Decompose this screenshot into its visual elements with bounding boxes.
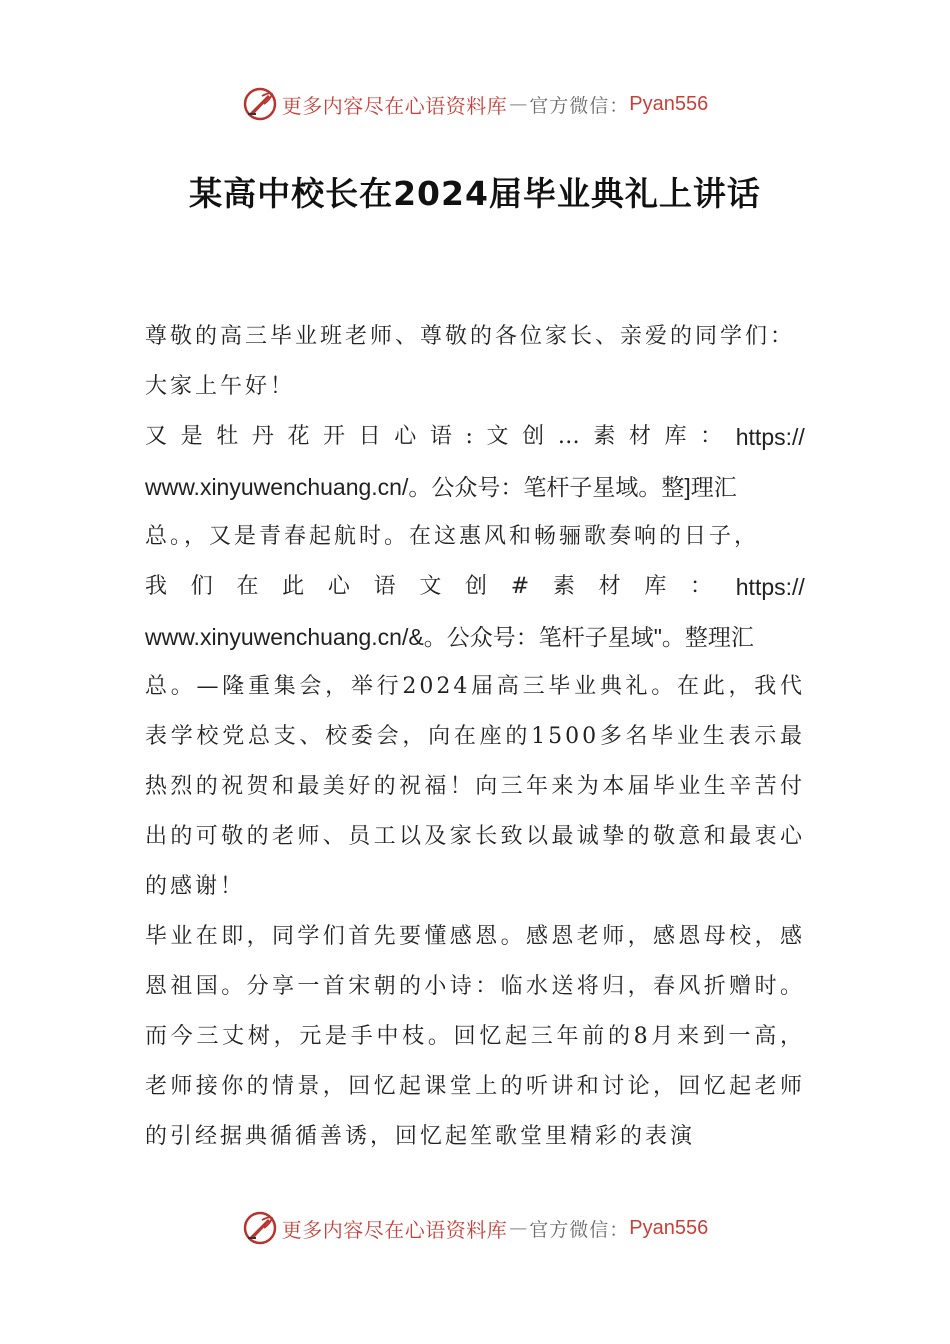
justified-char: 素 xyxy=(552,574,578,599)
justified-char: 花 xyxy=(287,424,313,449)
justified-char: 素 xyxy=(593,424,619,449)
justified-char: 文 xyxy=(419,574,445,599)
justified-char: 语 xyxy=(373,574,399,599)
justified-char: … xyxy=(557,424,583,449)
justified-char: 语 xyxy=(429,424,455,449)
banner-wechat-account: Pyan556 xyxy=(629,92,709,115)
justified-char: https:// xyxy=(735,574,805,600)
paragraph-1-rest: 总。—隆重集会，举行2024届高三毕业典礼。在此，我代表学校党总支、校委会，向在座的1500多名毕业生表示最热烈的祝贺和最美好的祝福！向三年来为本届毕业生辛苦付出的可敬的老师、员工以及家长致以最诚挚的敬意和最衷心的感谢！ xyxy=(145,674,805,899)
justified-char: 们 xyxy=(190,574,216,599)
justified-char: 材 xyxy=(598,574,624,599)
justified-char: 创 xyxy=(522,424,548,449)
document-body xyxy=(145,312,805,1162)
banner-site-text: 更多内容尽在心语资料库 xyxy=(281,1217,508,1242)
justified-char: 日 xyxy=(358,424,384,449)
banner-wechat-label: 官方微信： xyxy=(529,1218,630,1241)
justified-char: 材 xyxy=(628,424,654,449)
paragraph-1-line-5: www.xinyuwenchuang.cn/&。公众号：笔杆子星域"。整理汇 xyxy=(145,624,754,650)
justified-char: 我 xyxy=(145,574,171,599)
paragraph-1 xyxy=(145,412,805,912)
paragraph-1-line-1 xyxy=(145,412,805,462)
justified-char: 在 xyxy=(236,574,262,599)
banner-wechat-account: Pyan556 xyxy=(629,1216,709,1239)
justified-char: # xyxy=(510,574,533,599)
banner-site-text: 更多内容尽在心语资料库 xyxy=(281,93,508,118)
paragraph-1-line-4 xyxy=(145,562,805,612)
justified-char: ： xyxy=(690,574,716,599)
justified-char: 文 xyxy=(486,424,512,449)
justified-char: 库 xyxy=(664,424,690,449)
justified-char: 开 xyxy=(323,424,349,449)
paragraph-2: 毕业在即，同学们首先要懂感恩。感恩老师，感恩母校，感恩祖国。分享一首宋朝的小诗：临水送将归，春风折赠时。而今三丈树，元是手中枝。回忆起三年前的8月来到一高，老师接你的情景，回忆起课堂上的听讲和讨论，回忆起老师的引经据典循循善诱，回忆起笙歌堂里精彩的表演 xyxy=(145,924,805,1149)
justified-char: 丹 xyxy=(251,424,277,449)
quill-logo-icon xyxy=(242,86,278,122)
greeting: 大家上午好！ xyxy=(145,374,296,399)
banner-dash: — xyxy=(509,1217,528,1239)
banner-dash: — xyxy=(509,93,528,115)
footer-banner xyxy=(0,1208,950,1248)
paragraph-1-line-3: 总。，又是青春起航时。在这惠风和畅骊歌奏响的日子， xyxy=(145,524,760,549)
justified-char: ： xyxy=(700,424,726,449)
justified-char: : xyxy=(465,424,476,449)
header-banner xyxy=(0,84,950,124)
justified-char: 又 xyxy=(145,424,171,449)
quill-logo-icon xyxy=(242,1210,278,1246)
banner-wechat-label: 官方微信： xyxy=(529,94,630,117)
salutation: 尊敬的高三毕业班老师、尊敬的各位家长、亲爱的同学们： xyxy=(145,324,796,349)
justified-char: 库 xyxy=(644,574,670,599)
justified-char: https:// xyxy=(735,424,805,450)
page-title: 某高中校长在2024届毕业典礼上讲话 xyxy=(189,174,761,213)
justified-char: 是 xyxy=(180,424,206,449)
justified-char: 创 xyxy=(465,574,491,599)
justified-char: 心 xyxy=(394,424,420,449)
paragraph-1-line-2: www.xinyuwenchuang.cn/。公众号：笔杆子星域。整]理汇 xyxy=(145,474,737,500)
justified-char: 此 xyxy=(282,574,308,599)
justified-char: 牡 xyxy=(216,424,242,449)
justified-char: 心 xyxy=(327,574,353,599)
